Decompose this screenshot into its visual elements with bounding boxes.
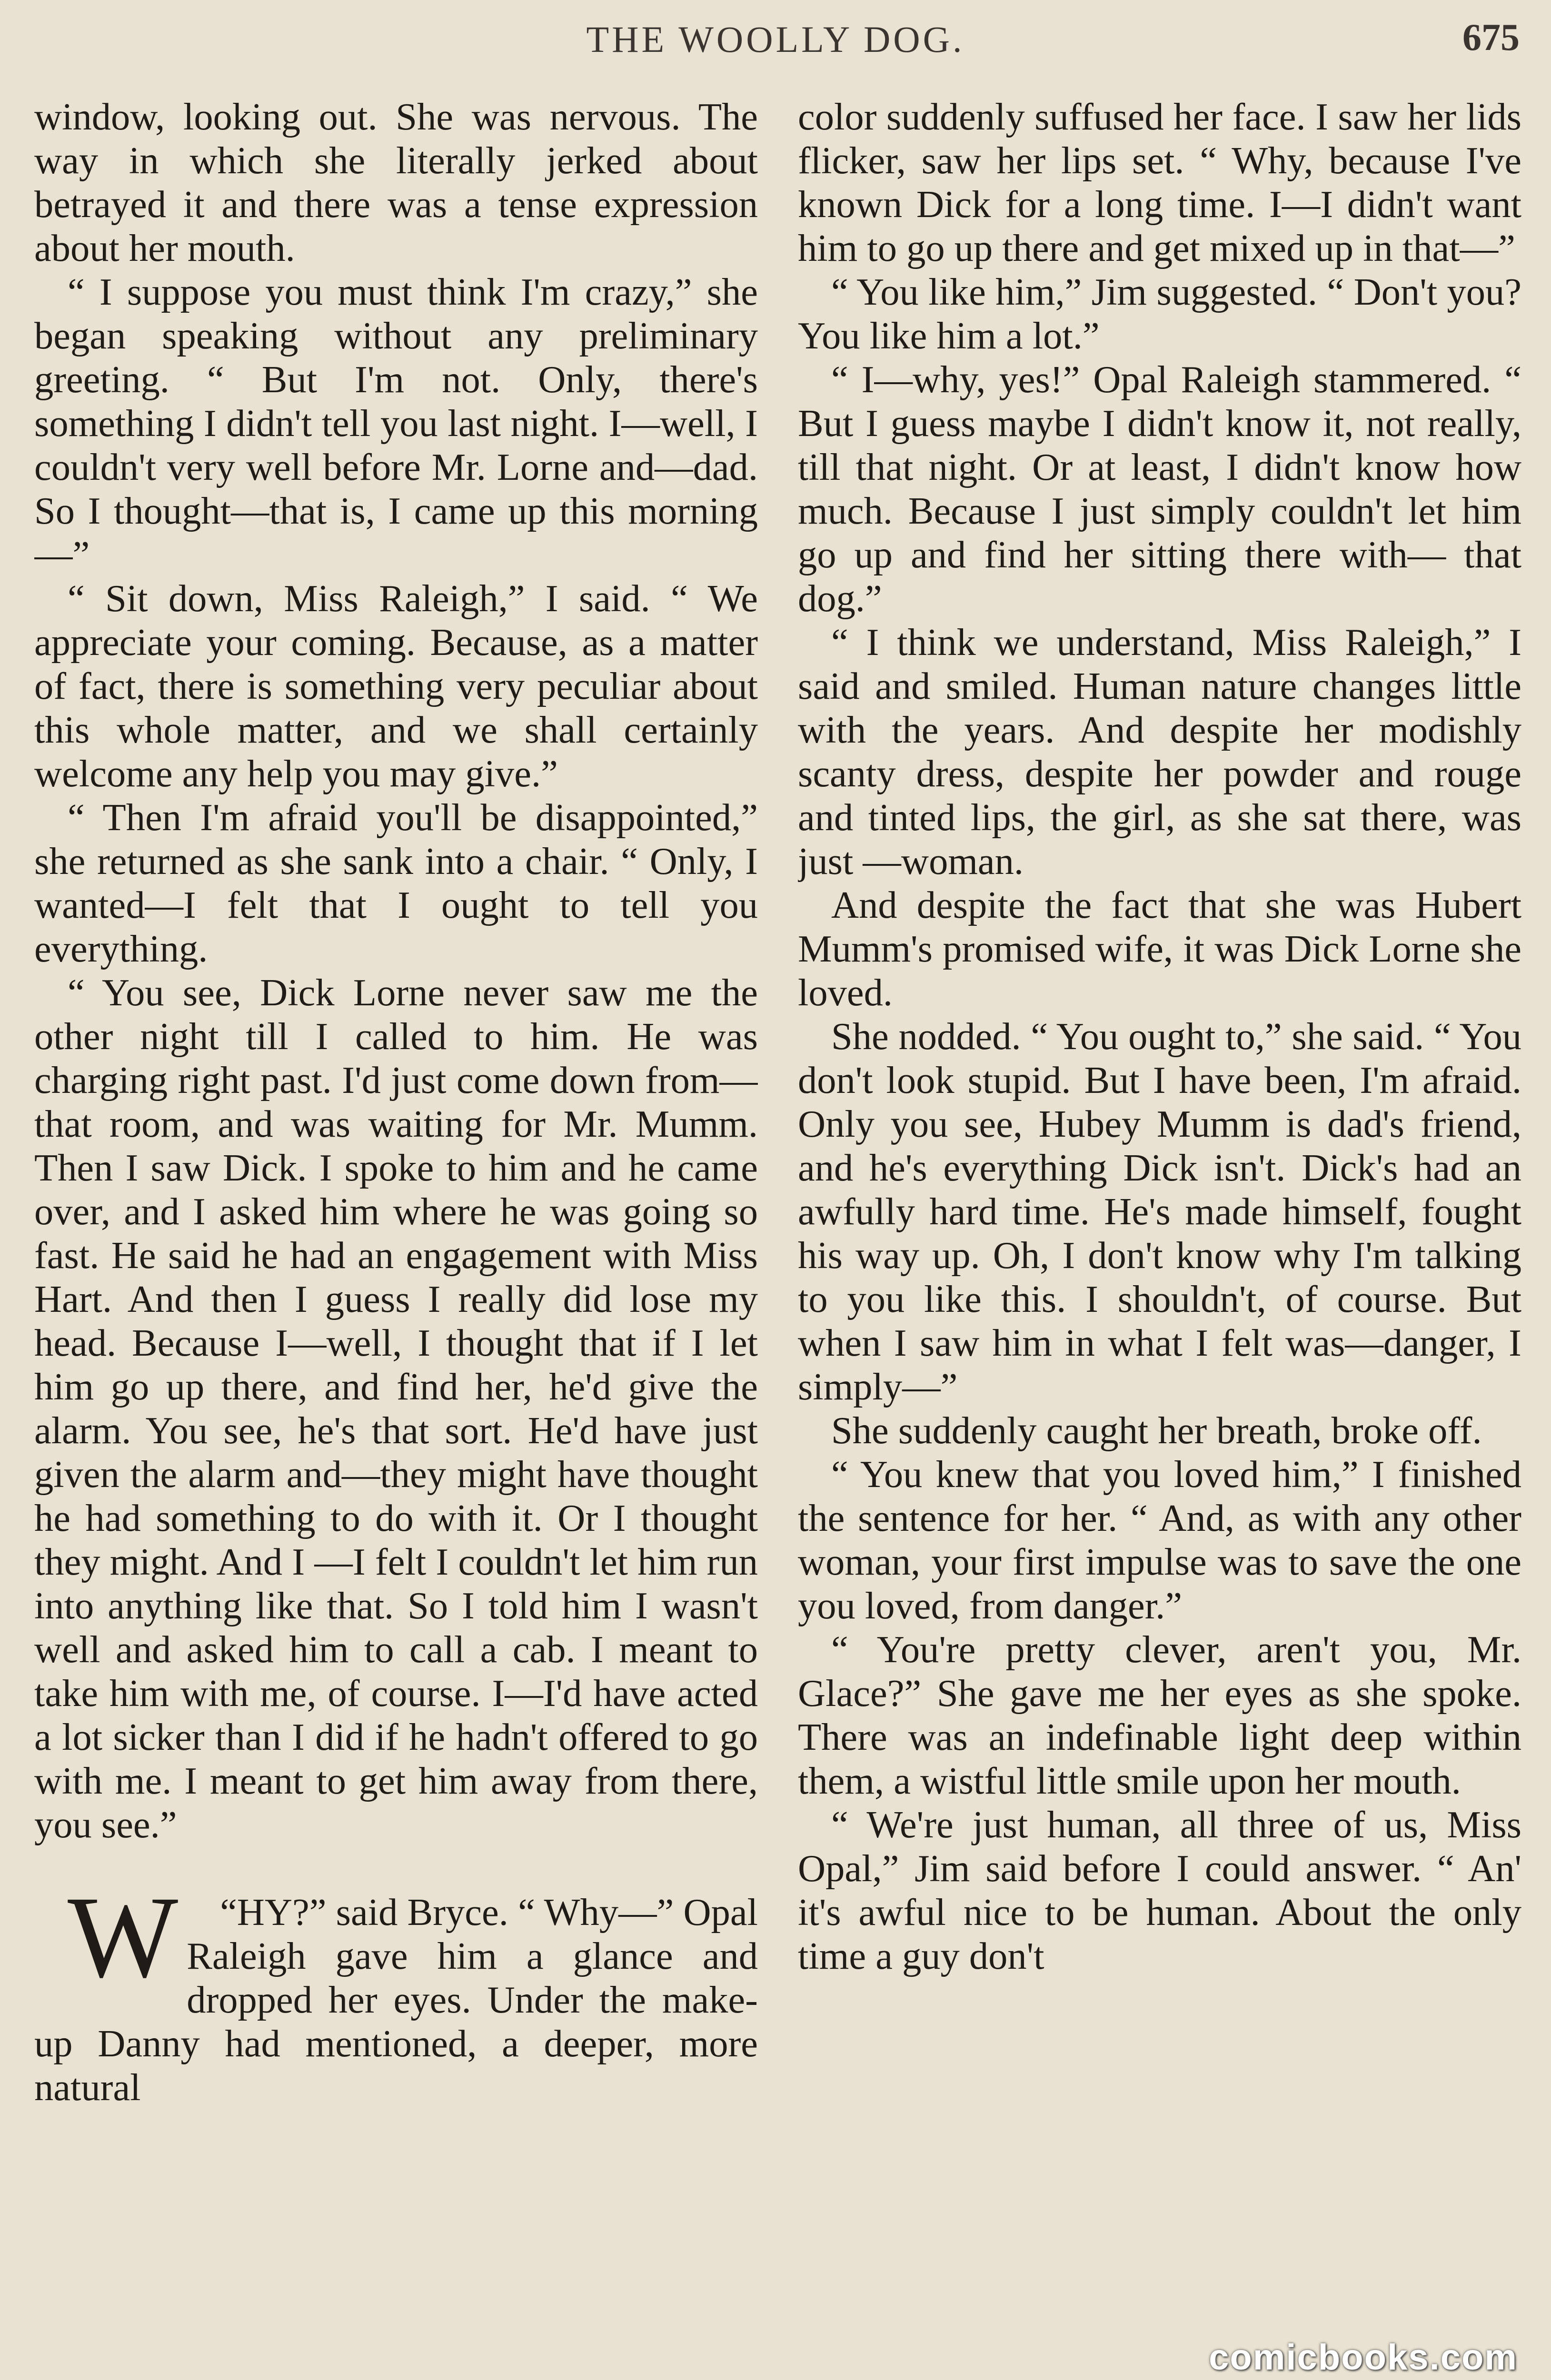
page-number: 675 bbox=[1462, 17, 1520, 59]
watermark: comicbooks.com bbox=[1209, 2337, 1518, 2378]
section-opening-quote: “ bbox=[220, 1892, 237, 1934]
paragraph: “ You like him,” Jim suggested. “ Don't you? You like him a lot.” bbox=[798, 271, 1521, 357]
paragraph: “ I—why, yes!” Opal Raleigh stammered. “ But I guess maybe I didn't know it, not really, till that night. Or at least, I didn't know how much. Because I just simply couldn't let him go up and find her sitting there with— that dog.” bbox=[798, 358, 1521, 620]
section-start-text: HY?” said Bryce. “ Why—” Opal Raleigh gave him a glance and dropped her eyes. Under the make-up Danny had mentioned, a deeper, more natural bbox=[34, 1891, 758, 2109]
running-title: THE WOOLLY DOG. bbox=[586, 19, 965, 60]
page-header bbox=[0, 13, 1551, 70]
paragraph: color suddenly suffused her face. I saw her lids flicker, saw her lips set. “ Why, because I've known Dick for a long time. I—I didn't want him to go up there and get mixed up in that—” bbox=[798, 96, 1521, 269]
paragraph: She suddenly caught her breath, broke off. bbox=[831, 1409, 1482, 1452]
paragraph: “ Then I'm afraid you'll be disappointed,” she returned as she sank into a chair. “ Only, I wanted—I felt that I ought to tell you everything. bbox=[34, 796, 758, 970]
paragraph: window, looking out. She was nervous. The way in which she literally jerked about betrayed it and there was a tense expression about her mouth. bbox=[34, 96, 758, 269]
section-start-paragraph bbox=[34, 1873, 758, 2110]
paragraph: “ I suppose you must think I'm crazy,” she began speaking without any preliminary greeting. “ But I'm not. Only, there's something I didn't tell you last night. I—well, I couldn't very well before Mr. Lorne and—dad. So I thought—that is, I came up this morning—” bbox=[34, 271, 758, 576]
paragraph: “ You're pretty clever, aren't you, Mr. Glace?” She gave me her eyes as she spoke. There was an indefinable light deep within them, a wistful little smile upon her mouth. bbox=[798, 1628, 1521, 1802]
paragraph: “ We're just human, all three of us, Miss Opal,” Jim said before I could answer. “ An' it's awful nice to be human. About the only time a guy don't bbox=[798, 1804, 1521, 1977]
paragraph: “ Sit down, Miss Raleigh,” I said. “ We appreciate your coming. Because, as a matter of fact, there is something very peculiar about this whole matter, and we shall certainly welcome any help you may give.” bbox=[34, 577, 758, 795]
drop-cap: W bbox=[68, 1873, 179, 2002]
left-column bbox=[34, 95, 758, 2380]
paragraph: She nodded. “ You ought to,” she said. “ You don't look stupid. But I have been, I'm afraid. Only you see, Hubey Mumm is dad's friend, and he's everything Dick isn't. Dick's had an awfully hard time. He's made himself, fought his way up. Oh, I don't know why I'm talking to you like this. I shouldn't, of course. But when I saw him in what I felt was—danger, I simply—” bbox=[798, 1015, 1521, 1408]
paragraph: “ You knew that you loved him,” I finished the sentence for her. “ And, as with any other woman, your first impulse was to save the one you loved, from danger.” bbox=[798, 1453, 1521, 1627]
right-column bbox=[798, 95, 1521, 2380]
paragraph: “ I think we understand, Miss Raleigh,” I said and smiled. Human nature changes little with the years. And despite her modishly scanty dress, despite her powder and rouge and tinted lips, the girl, as she sat there, was just —woman. bbox=[798, 621, 1521, 883]
paragraph: And despite the fact that she was Hubert Mumm's promised wife, it was Dick Lorne she loved. bbox=[798, 884, 1521, 1014]
paragraph: “ You see, Dick Lorne never saw me the other night till I called to him. He was charging right past. I'd just come down from—that room, and was waiting for Mr. Mumm. Then I saw Dick. I spoke to him and he came over, and I asked him where he was going so fast. He said he had an engagement with Miss Hart. And then I guess I really did lose my head. Because I—well, I thought that if I let him go up there, and find her, he'd give the alarm. You see, he's that sort. He'd have just given the alarm and—they might have thought he had something to do with it. Or I thought they might. And I —I felt I couldn't let him run into anything like that. So I told him I wasn't well and asked him to call a cab. I meant to take him with me, of course. I—I'd have acted a lot sicker than I did if he hadn't offered to go with me. I meant to get him away from there, you see.” bbox=[34, 972, 758, 1846]
